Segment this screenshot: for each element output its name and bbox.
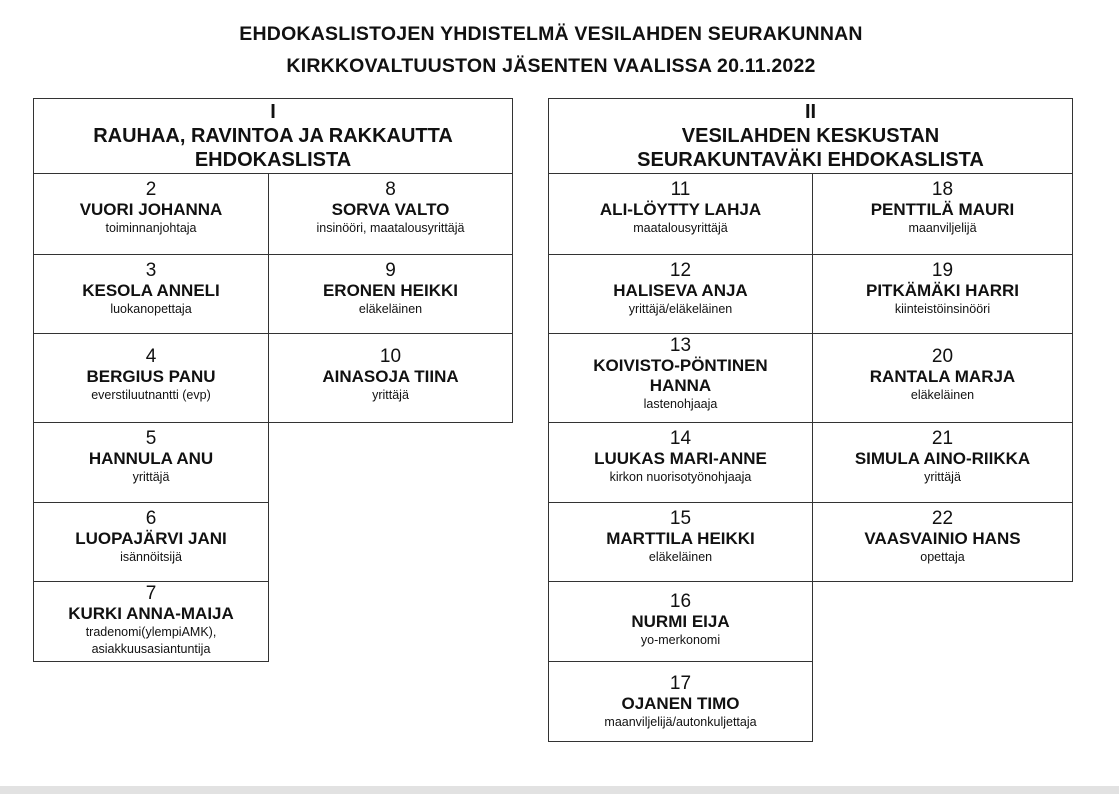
candidate-name: KESOLA ANNELI [82,281,220,300]
candidate-name: PENTTILÄ MAURI [870,200,1015,219]
candidate-number: 3 [145,260,157,281]
candidate-cell [548,661,813,742]
candidate-cell [33,502,269,582]
candidate-cell [33,254,269,334]
candidate-occupation: eläkeläinen [910,388,975,402]
candidate-name: VAASVAINIO HANS [864,529,1021,548]
candidate-number: 20 [931,346,954,367]
list-1-name-line-2: EHDOKASLISTA [194,149,352,171]
candidate-cell [33,333,269,423]
candidate-name: LUUKAS MARI-ANNE [594,449,767,468]
list-1-header [33,98,513,174]
list-2-header [548,98,1073,174]
candidate-name: BERGIUS PANU [86,367,216,386]
title-line-1: EHDOKASLISTOJEN YHDISTELMÄ VESILAHDEN SEURAKUNNAN [239,23,863,45]
candidate-cell [812,333,1073,423]
candidate-occupation: opettaja [920,550,965,564]
candidate-number: 15 [669,508,692,529]
candidate-name: SIMULA AINO-RIIKKA [854,449,1031,468]
candidate-cell [812,173,1073,255]
candidate-cell [812,422,1073,503]
document-title [0,18,1102,82]
candidate-occupation: yrittäjä [924,470,961,484]
list-2-name-line-2: SEURAKUNTAVÄKI EHDOKASLISTA [637,149,984,171]
candidate-cell [33,422,269,503]
candidate-number: 13 [669,335,692,356]
title-line-2: KIRKKOVALTUUSTON JÄSENTEN VAALISSA 20.11.2022 [286,55,816,77]
candidate-cell [548,333,813,423]
candidate-number: 19 [931,260,954,281]
candidate-cell [33,581,269,662]
candidate-number: 22 [931,508,954,529]
candidate-number: 12 [669,260,692,281]
candidate-number: 17 [669,673,692,694]
candidate-occupation: kirkon nuorisotyönohjaaja [609,470,752,484]
candidate-name: KOIVISTO-PÖNTINEN [593,356,768,375]
candidate-occupation: yrittäjä [132,470,170,484]
candidate-occupation: lastenohjaaja [643,397,718,411]
candidate-number: 7 [145,583,157,604]
candidate-name: ERONEN HEIKKI [322,281,459,300]
bottom-bar [0,786,1119,794]
candidate-name: HANNULA ANU [88,449,214,468]
candidate-occupation: yo-merkonomi [640,633,721,647]
candidate-name: PITKÄMÄKI HARRI [866,281,1019,300]
list-1-numeral: I [270,101,276,123]
candidate-cell [812,502,1073,582]
candidate-cell [548,502,813,582]
candidate-cell [268,173,513,255]
candidate-name: AINASOJA TIINA [322,367,459,386]
list-2-name-line-1: VESILAHDEN KESKUSTAN [681,125,940,147]
candidate-name: VUORI JOHANNA [79,200,223,219]
candidate-name: KURKI ANNA-MAIJA [68,604,234,623]
candidate-occupation: yrittäjä/eläkeläinen [628,302,733,316]
candidate-occupation: tradenomi(ylempiAMK), [85,625,217,639]
candidate-number: 9 [385,260,396,281]
list-2-numeral: II [804,101,817,123]
candidate-number: 14 [669,428,692,449]
candidate-name: MARTTILA HEIKKI [606,529,755,548]
candidate-name: HALISEVA ANJA [613,281,748,300]
candidate-occupation: insinööri, maatalousyrittäjä [316,221,465,235]
candidate-number: 10 [379,346,402,367]
candidate-cell [548,422,813,503]
candidate-name: RANTALA MARJA [869,367,1016,386]
candidate-name: SORVA VALTO [331,200,450,219]
candidate-number: 4 [145,346,157,367]
candidate-occupation: toiminnanjohtaja [105,221,197,235]
candidate-cell [548,254,813,334]
candidate-number: 21 [931,428,954,449]
candidate-occupation: kiinteistöinsinööri [894,302,991,316]
candidate-cell [812,254,1073,334]
candidate-cell [268,333,513,423]
candidate-number: 2 [145,179,157,200]
candidate-occupation: eläkeläinen [358,302,423,316]
candidate-number: 16 [669,591,692,612]
candidate-number: 8 [385,179,396,200]
candidate-number: 5 [145,428,157,449]
candidate-occupation: luokanopettaja [110,302,192,316]
candidate-number: 11 [670,179,691,200]
candidate-occupation: yrittäjä [372,388,409,402]
candidate-occupation: isännöitsijä [120,550,182,564]
candidate-number: 18 [931,179,954,200]
candidate-name: LUOPAJÄRVI JANI [75,529,227,548]
candidate-occupation: eläkeläinen [648,550,713,564]
candidate-cell [33,173,269,255]
candidate-cell [548,173,813,255]
candidate-number: 6 [145,508,157,529]
candidate-name: NURMI EIJA [631,612,730,631]
candidate-cell [268,254,513,334]
candidate-occupation: maanviljelijä/autonkuljettaja [604,715,757,729]
candidate-occupation: everstiluutnantti (evp) [91,388,211,402]
candidate-name: OJANEN TIMO [621,694,740,713]
candidate-name-line-2: HANNA [649,376,712,395]
candidate-occupation: maatalousyrittäjä [633,221,728,235]
candidate-cell [548,581,813,662]
list-1-name-line-1: RAUHAA, RAVINTOA JA RAKKAUTTA [93,125,453,147]
candidate-name: ALI-LÖYTTY LAHJA [599,200,762,219]
candidate-occupation-line-2: asiakkuusasiantuntija [91,642,211,656]
candidate-occupation: maanviljelijä [908,221,977,235]
